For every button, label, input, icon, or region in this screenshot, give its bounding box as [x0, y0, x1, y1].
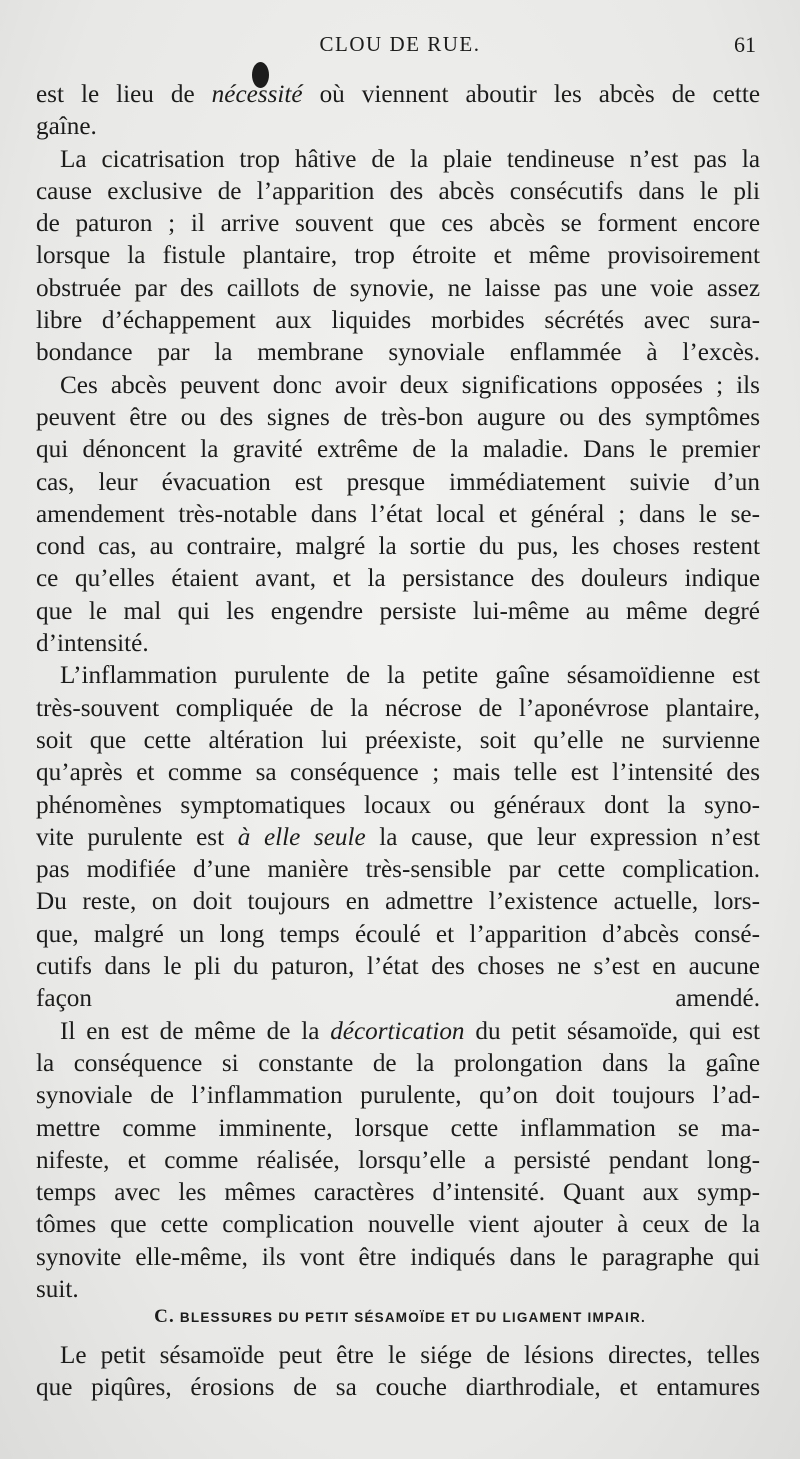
running-head — [36, 32, 764, 62]
text-line: obstruée par des caillots de synovie, ne laisse pas une voie assez — [36, 274, 760, 302]
section-title: BLESSURES DU PETIT SÉSAMOÏDE ET DU LIGAMENT IMPAIR. — [179, 1310, 646, 1325]
page-number: 61 — [734, 32, 756, 57]
text-line: suit. — [36, 1275, 79, 1303]
paragraph — [36, 370, 760, 661]
text-line: L’inflammation purulente de la petite gaîne sésamoïdienne est — [60, 662, 760, 690]
text-line: Ces abcès peuvent donc avoir deux significations opposées ; ils — [60, 371, 760, 399]
running-title: CLOU DE RUE. — [319, 32, 481, 56]
text-line: cas, leur évacuation est presque immédiatement suivie d’un — [36, 468, 760, 496]
text-line: que, malgré un long temps écoulé et l’apparition d’abcès consé- — [36, 920, 760, 948]
paragraph — [36, 1340, 760, 1405]
section-text — [36, 1340, 760, 1405]
text-line: de paturon ; il arrive souvent que ces abcès se forment encore — [36, 210, 760, 238]
text-line: qui dénoncent la gravité extrême de la maladie. Dans le premier — [36, 436, 760, 464]
text-line: Il en est de même de la décortication du petit sésamoïde, qui est — [60, 1017, 760, 1045]
paragraph — [36, 144, 760, 370]
text-line: synoviale de l’inflammation purulente, qu’on doit toujours l’ad- — [36, 1082, 760, 1110]
text-line: vite purulente est à elle seule la cause, que leur expression n’est — [36, 823, 760, 851]
text-line: soit que cette altération lui préexiste, soit qu’elle ne survienne — [36, 726, 760, 754]
text-line: façon amendé. — [36, 985, 760, 1013]
paragraph — [36, 79, 760, 144]
text-line: La cicatrisation trop hâtive de la plaie tendineuse n’est pas la — [60, 145, 760, 173]
italic-term: à elle seule — [237, 823, 366, 851]
text-line: d’intensité. — [36, 630, 149, 658]
text-line: amendement très-notable dans l’état local et général ; dans le se- — [36, 500, 760, 528]
text-line: lorsque la fistule plantaire, trop étroite et même provisoirement — [36, 242, 760, 270]
text-line: très-souvent compliquée de la nécrose de l’aponévrose plantaire, — [36, 694, 760, 722]
text-line: nifeste, et comme réalisée, lorsqu’elle a persisté pendant long- — [36, 1146, 760, 1174]
text-line: pas modifiée d’une manière très-sensible par cette complication. — [36, 856, 760, 884]
text-line: synovite elle-même, ils vont être indiqués dans le paragraphe qui — [36, 1243, 760, 1271]
text-line: cond cas, au contraire, malgré la sortie du pus, les choses restent — [36, 533, 760, 561]
text-line: libre d’échappement aux liquides morbides sécrétés avec sura- — [36, 307, 760, 335]
text-line: est le lieu de nécessité où viennent aboutir les abcès de cette — [36, 81, 760, 108]
text-line: Le petit sésamoïde peut être le siége de lésions directes, telles — [60, 1342, 760, 1369]
text-line: la conséquence si constante de la prolongation dans la gaîne — [36, 1049, 760, 1077]
text-line: ce qu’elles étaient avant, et la persistance des douleurs indique — [36, 565, 760, 593]
text-line: gaîne. — [36, 113, 97, 141]
text-line: mettre comme imminente, lorsque cette inflammation se ma- — [36, 1114, 760, 1142]
section-heading — [36, 1306, 764, 1328]
body-text — [36, 79, 760, 1306]
text-line: Du reste, on doit toujours en admettre l’existence actuelle, lors- — [36, 888, 760, 916]
text-line: temps avec les mêmes caractères d’intensité. Quant aux symp- — [36, 1179, 760, 1207]
paragraph — [36, 660, 760, 1015]
italic-term: décortication — [330, 1017, 465, 1045]
paragraph — [36, 1016, 760, 1307]
section-letter: C. — [154, 1306, 175, 1327]
text-line: que le mal qui les engendre persiste lui-même au même degré — [36, 597, 760, 625]
text-line: phénomènes symptomatiques locaux ou généraux dont la syno- — [36, 791, 760, 819]
text-line: qu’après et comme sa conséquence ; mais telle est l’intensité des — [36, 759, 760, 787]
text-line: cutifs dans le pli du paturon, l’état des choses ne s’est en aucune — [36, 953, 760, 981]
text-line: bondance par la membrane synoviale enflammée à l’excès. — [36, 339, 760, 367]
text-line: que piqûres, érosions de sa couche diarthrodiale, et entamures — [36, 1374, 760, 1402]
text-line: tômes que cette complication nouvelle vient ajouter à ceux de la — [36, 1211, 760, 1239]
italic-term: nécessité — [211, 81, 303, 108]
text-line: cause exclusive de l’apparition des abcès consécutifs dans le pli — [36, 177, 760, 205]
text-line: peuvent être ou des signes de très-bon augure ou des symptômes — [36, 403, 760, 431]
